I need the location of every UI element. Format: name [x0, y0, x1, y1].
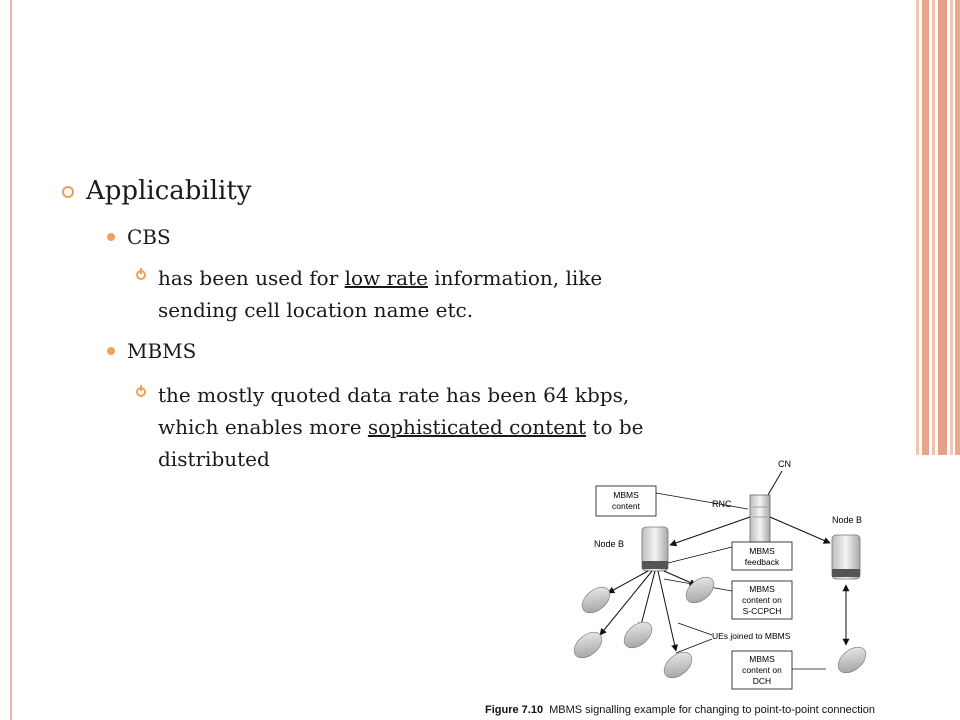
label-cn: CN [778, 459, 791, 469]
bullet-cbs [107, 225, 171, 249]
mbms-line-3: distributed [158, 447, 270, 471]
svg-text:content: content [612, 501, 640, 511]
left-frame-rule [10, 0, 12, 720]
svg-text:content on: content on [742, 665, 782, 675]
svg-text:MBMS: MBMS [749, 654, 775, 664]
figure-caption [485, 704, 960, 720]
phone-icon [681, 572, 718, 608]
label-node-b-left: Node B [594, 539, 625, 549]
svg-text:content on: content on [742, 595, 782, 605]
svg-text:DCH: DCH [752, 676, 772, 686]
svg-text:S-CCPCH: S-CCPCH [742, 606, 782, 616]
phone-icon [833, 642, 870, 678]
label-rnc: RNC [712, 499, 732, 509]
caption-number: Figure 7.10 [485, 704, 544, 716]
svg-text:MBMS: MBMS [749, 584, 775, 594]
phone-icon [619, 617, 656, 653]
sub-bullet-icon [136, 270, 146, 280]
rnc-unit [750, 495, 770, 547]
dot-bullet-icon [107, 233, 115, 241]
label-cbs: CBS [127, 225, 171, 249]
svg-text:feedback: feedback [744, 557, 780, 567]
cbs-line-1: has been used for low rate information, like [158, 266, 603, 290]
ring-bullet-icon [62, 186, 74, 198]
underlined-sophisticated-content: sophisticated content [367, 415, 587, 439]
mbms-network-figure [560, 455, 960, 720]
cbs-line-2: sending cell location name etc. [158, 298, 474, 322]
label-ues-joined: UEs joined to MBMS [712, 631, 791, 641]
mbms-line-1: the mostly quoted data rate has been 64 kbps, [158, 383, 630, 407]
phone-icon [569, 627, 606, 663]
heading-applicability: Applicability [86, 176, 252, 206]
sub-bullet-icon [136, 387, 146, 397]
caption-text: MBMS signalling example for changing to point-to-point connection [549, 704, 875, 716]
bullet-applicability [62, 176, 251, 206]
right-decorative-stripes [916, 0, 960, 455]
underlined-low-rate: low rate [344, 266, 428, 290]
bullet-mbms [107, 339, 196, 363]
label-node-b-right: Node B [832, 515, 863, 525]
svg-text:MBMS: MBMS [749, 546, 775, 556]
label-mbms: MBMS [127, 339, 197, 363]
dot-bullet-icon [107, 347, 115, 355]
phone-icon [577, 582, 614, 618]
mbms-diagram [560, 455, 960, 705]
mbms-line-2: which enables more sophisticated content to be [158, 415, 644, 439]
point-cbs-rate [136, 262, 786, 326]
svg-text:MBMS: MBMS [613, 490, 639, 500]
